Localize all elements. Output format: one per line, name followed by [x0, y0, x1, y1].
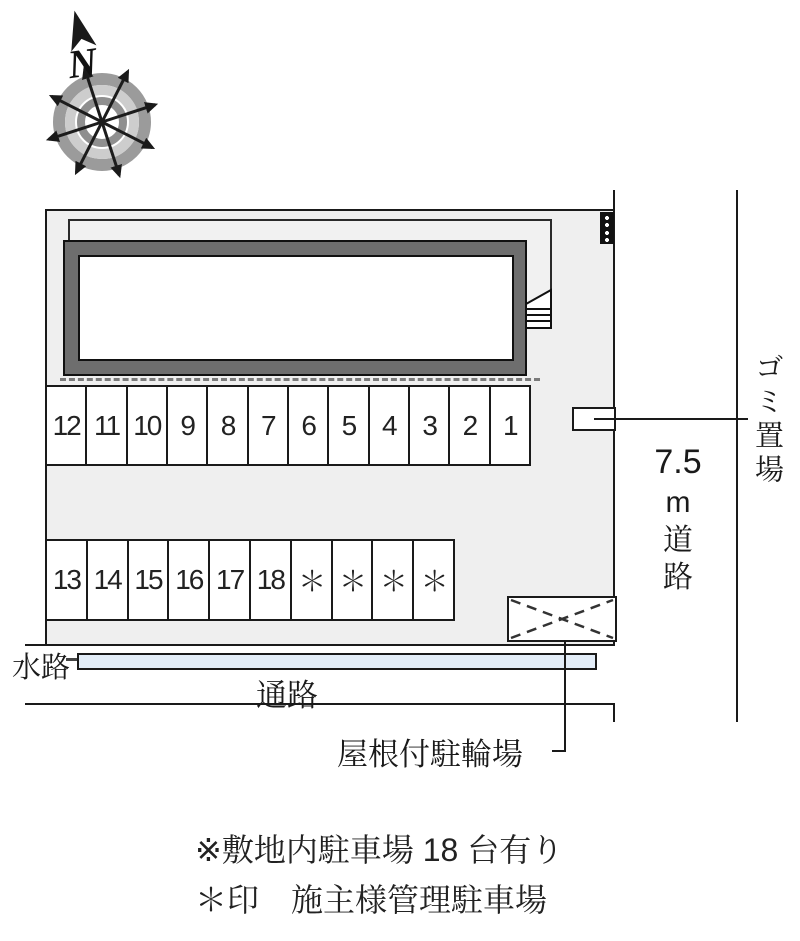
parking-space: 5: [327, 385, 369, 466]
road-label-line: 道: [663, 523, 693, 557]
parking-space: 9: [166, 385, 208, 466]
parking-space-reserved: ＊: [412, 539, 455, 621]
road-label-line: 7.5: [654, 443, 702, 481]
parking-space: 16: [167, 539, 210, 621]
parking-row-top: [45, 385, 531, 466]
crossed-dashed-lines-icon: [509, 598, 615, 640]
parking-space: 7: [247, 385, 289, 466]
garbage-area-label: ゴミ置場: [751, 352, 783, 488]
parking-space: 4: [368, 385, 410, 466]
parking-space: 10: [126, 385, 168, 466]
building-setback-dashed-line: [60, 378, 540, 381]
bicycle-parking-box: [507, 596, 617, 642]
parking-space: 6: [287, 385, 329, 466]
note-asterisk-meaning: ＊印 施主様管理駐車場: [195, 882, 548, 918]
bicycle-parking-label: 屋根付駐輪場: [337, 737, 523, 772]
road-width-label: [650, 441, 706, 597]
parking-space: 8: [206, 385, 248, 466]
parking-row-bottom: [45, 539, 455, 621]
passage-line-end-tick: [613, 703, 615, 722]
bicycle-leader-line: [564, 642, 566, 752]
parking-space-reserved: ＊: [290, 539, 333, 621]
parking-space: 14: [86, 539, 129, 621]
parking-space: 18: [249, 539, 292, 621]
bicycle-leader-line: [552, 750, 566, 752]
parking-space: 2: [448, 385, 490, 466]
road-edge-line: [736, 190, 738, 722]
garbage-leader-line: [594, 418, 748, 420]
building-interior: [78, 255, 514, 361]
note-parking-count: ※敷地内駐車場 18 台有り: [195, 832, 564, 868]
waterway-band: [77, 653, 597, 670]
stairs-icon: [524, 288, 554, 330]
road-label-line: 路: [663, 561, 693, 595]
parking-space-reserved: ＊: [331, 539, 374, 621]
parking-space: 3: [408, 385, 450, 466]
parking-space: 1: [489, 385, 531, 466]
waterway-label: 水路: [12, 652, 71, 684]
parking-space: 12: [45, 385, 87, 466]
site-boundary-top: [45, 209, 615, 211]
meter-box-icon: [600, 212, 614, 244]
passage-line: [25, 703, 615, 705]
parking-space: 17: [208, 539, 251, 621]
parking-space-reserved: ＊: [371, 539, 414, 621]
site-boundary-bottom: [25, 644, 615, 646]
compass-north-label: N: [64, 38, 100, 88]
passage-label: 通路: [256, 678, 318, 713]
parking-space: 13: [45, 539, 88, 621]
road-label-line: m: [665, 485, 691, 519]
parking-space: 15: [127, 539, 170, 621]
parking-space: 11: [85, 385, 127, 466]
compass-rose-icon: [40, 8, 165, 193]
